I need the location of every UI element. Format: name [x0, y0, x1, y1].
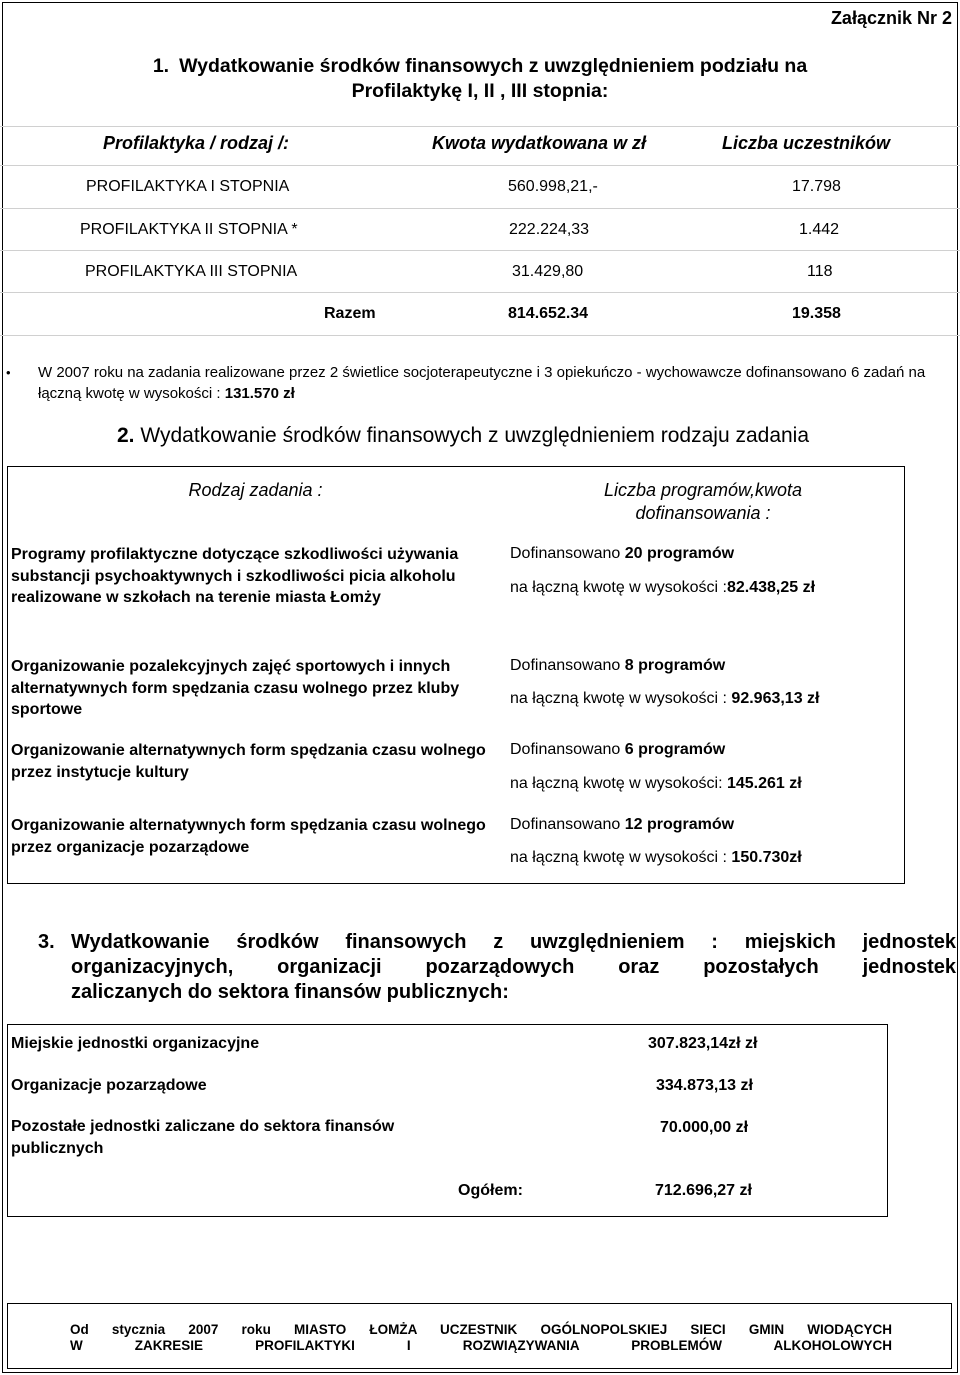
table2-task: Programy profilaktyczne dotyczące szkodliwości używania substancji psychoaktywnych i szkodliwości picia alkoholu realizowane w szkołach na terenie miasta Łomży — [11, 546, 459, 606]
table2-count: Dofinansowano 12 programów — [510, 816, 735, 833]
row-participants: 17.798 — [792, 178, 841, 195]
table2-amount: na łączną kwotę w wysokości : 92.963,13 zł — [510, 690, 820, 707]
total-participants: 19.358 — [792, 305, 841, 322]
table1-total-row — [0, 292, 960, 334]
table3-total-label: Ogółem: — [458, 1182, 523, 1199]
row-amount: 222.224,33 — [509, 221, 590, 238]
table3-value: 307.823,14zł zł — [648, 1035, 758, 1052]
table1-divider — [0, 335, 960, 336]
section2-number: 2. — [117, 424, 135, 447]
section1-title-line1: Wydatkowanie środków finansowych z uwzględnieniem podziału na — [179, 55, 808, 77]
table1-header-amount: Kwota wydatkowana w zł — [432, 133, 647, 153]
table1-divider — [0, 126, 960, 127]
total-amount: 814.652.34 — [508, 305, 589, 322]
row-name: PROFILAKTYKA II STOPNIA * — [80, 221, 298, 238]
total-label: Razem — [324, 305, 376, 322]
annex-label: Załącznik Nr 2 — [830, 8, 952, 28]
table3 — [7, 1024, 888, 1217]
row-participants: 118 — [807, 263, 833, 280]
table1-row — [0, 208, 960, 250]
table2-task: Organizowanie alternatywnych form spędzania czasu wolnego przez instytucje kultury — [11, 742, 486, 781]
table1-header-participants: Liczba uczestników — [722, 133, 891, 153]
table2-task: Organizowanie pozalekcyjnych zajęć sportowych i innych alternatywnych form spędzania czasu wolnego przez kluby sportowe — [11, 658, 460, 718]
table3-label: Miejskie jednostki organizacyjne — [11, 1035, 260, 1052]
row-amount: 31.429,80 — [512, 263, 584, 280]
table1-row — [0, 250, 960, 292]
table3-label: Pozostałe jednostki zaliczane do sektora finansów publicznych — [11, 1118, 395, 1157]
table2-header-funding-line2: dofinansowania : — [635, 503, 771, 523]
table3-label: Organizacje pozarządowe — [11, 1077, 207, 1094]
bullet-text: W 2007 roku na zadania realizowane przez 2 świetlice socjoterapeutyczne i 3 opiekuńczo - wychowawcze dofinansowano 6 zadań na łączną kwotę w wysokości : — [38, 364, 926, 402]
section1-title — [110, 54, 850, 104]
table2-count: Dofinansowano 20 programów — [510, 545, 735, 562]
table2-header-funding-line1: Liczba programów,kwota — [603, 480, 803, 500]
section3-title-line3: zaliczanych do sektora finansów publicznych: — [71, 981, 509, 1003]
table2-header-funding — [503, 479, 903, 525]
section1-title-line2: Profilaktykę I, II , III stopnia: — [351, 80, 609, 102]
footer-line2: W ZAKRESIE PROFILAKTYKI I ROZWIĄZYWANIA PROBLEMÓW ALKOHOLOWYCH — [70, 1338, 892, 1353]
row-name: PROFILAKTYKA I STOPNIA — [86, 178, 290, 195]
table2-amount: na łączną kwotę w wysokości :82.438,25 zł — [510, 579, 816, 596]
section3-title — [38, 930, 956, 1005]
table2-amount: na łączną kwotę w wysokości: 145.261 zł — [510, 775, 802, 792]
row-name: PROFILAKTYKA III STOPNIA — [85, 263, 298, 280]
table3-total-value: 712.696,27 zł — [655, 1182, 752, 1199]
section2-title — [117, 424, 809, 448]
table3-value: 334.873,13 zł — [656, 1077, 753, 1094]
table3-value: 70.000,00 zł — [660, 1119, 749, 1136]
table2-amount: na łączną kwotę w wysokości : 150.730zł — [510, 849, 802, 866]
section3-title-line1: 3. Wydatkowanie środków finansowych z uwzględnieniem : miejskich jednostek — [38, 931, 956, 953]
table1-row — [0, 165, 960, 207]
table2-count: Dofinansowano 8 programów — [510, 657, 726, 674]
section2-title-text: Wydatkowanie środków finansowych z uwzględnieniem rodzaju zadania — [140, 424, 810, 447]
bullet-note — [38, 362, 943, 404]
row-participants: 1.442 — [799, 221, 840, 238]
table2-count: Dofinansowano 6 programów — [510, 741, 726, 758]
table2-header-task: Rodzaj zadania : — [188, 480, 323, 500]
section3-title-line2: organizacyjnych, organizacji pozarządowych oraz pozostałych jednostek — [71, 956, 956, 978]
table2-task: Organizowanie alternatywnych form spędzania czasu wolnego przez organizacje pozarządowe — [11, 817, 486, 856]
table1-header-type: Profilaktyka / rodzaj /: — [103, 133, 290, 153]
footer-line1: Od stycznia 2007 roku MIASTO ŁOMŻA UCZESTNIK OGÓLNOPOLSKIEJ SIECI GMIN WIODĄCYCH — [70, 1322, 892, 1337]
footer-box — [7, 1303, 952, 1369]
section1-number: 1. — [152, 55, 170, 77]
bullet-amount: 131.570 zł — [224, 385, 295, 402]
table2 — [7, 466, 905, 884]
row-amount: 560.998,21,- — [508, 178, 598, 195]
